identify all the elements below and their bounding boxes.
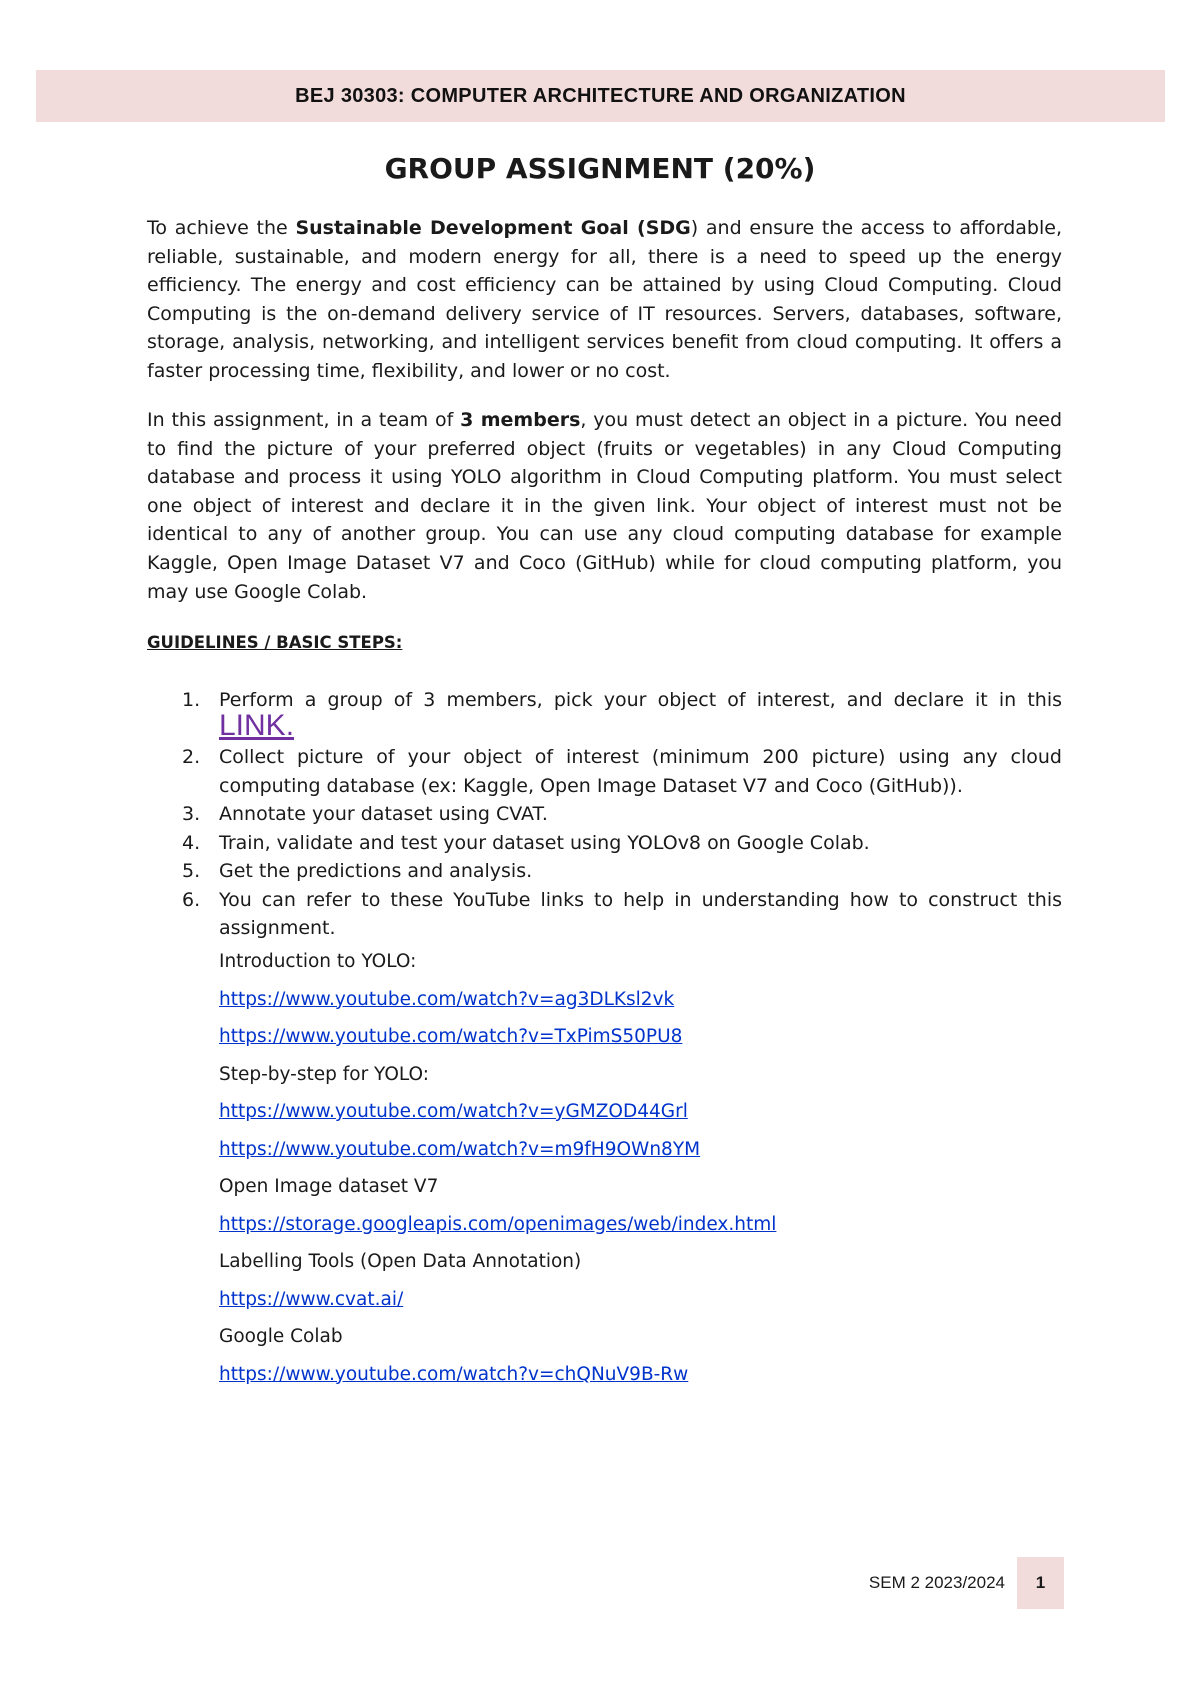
step-yolo-link-2[interactable]: https://www.youtube.com/watch?v=m9fH9OWn8YM [219, 1138, 701, 1160]
guidelines-heading: GUIDELINES / BASIC STEPS: [147, 633, 403, 652]
intro-section [147, 214, 1062, 386]
sdg-bold-text: Sustainable Development Goal (SDG [295, 217, 691, 239]
intro-text-start: To achieve the [147, 217, 296, 239]
step-text: Train, validate and test your dataset using YOLOv8 on Google Colab. [219, 831, 870, 854]
step-text: Perform a group of 3 members, pick your object of interest, and declare it in this [219, 689, 1062, 711]
step-text: Get the predictions and analysis. [219, 860, 533, 882]
steps-list [147, 686, 1062, 943]
step-number: 6. [182, 888, 201, 911]
assignment-text-start: In this assignment, in a team of [147, 409, 461, 431]
course-header-band [36, 70, 1165, 122]
cvat-link[interactable]: https://www.cvat.ai/ [219, 1288, 404, 1310]
page-number: 1 [1017, 1557, 1064, 1609]
assignment-section [147, 406, 1062, 606]
labelling-tools-label: Labelling Tools (Open Data Annotation) [219, 1251, 582, 1272]
step-item [147, 829, 1062, 858]
step-item [147, 857, 1062, 886]
declare-link[interactable]: LINK. [219, 708, 295, 742]
page-footer [869, 1557, 1064, 1609]
course-title: BEJ 30303: COMPUTER ARCHITECTURE AND ORGANIZATION [295, 84, 906, 107]
step-number: 3. [182, 803, 201, 825]
intro-yolo-label: Introduction to YOLO: [219, 951, 417, 972]
intro-text-rest: ) and ensure the access to affordable, reliable, sustainable, and modern energy for all, there is a need to speed up the energy efficiency. The energy and cost efficiency can be attained by using Cloud Computing. Cloud Computing is the on-demand delivery service of IT resources. Servers, databases, software, storage, analysis, networking, and intelligent services benefit from cloud computing. It offers a faster processing time, flexibility, and lower or no cost. [147, 217, 1062, 382]
assignment-paragraph [147, 406, 1062, 606]
google-colab-label: Google Colab [219, 1326, 343, 1347]
step-item [147, 886, 1062, 943]
step-yolo-link-1[interactable]: https://www.youtube.com/watch?v=yGMZOD44Grl [219, 1101, 688, 1122]
assignment-text-rest: , you must detect an object in a picture. You need to find the picture of your preferred object (fruits or vegetables) in any Cloud Computing database and process it using YOLO algorithm in Cloud Computing platform. You must select one object of interest and declare it in the given link. Your object of interest must not be identical to any of another group. You can use any cloud computing database for example Kaggle, Open Image Dataset V7 and Coco (GitHub) while for cloud computing platform, you may use Google Colab. [147, 409, 1063, 603]
team-size-bold-text: 3 members [460, 409, 581, 431]
intro-paragraph [147, 214, 1062, 386]
google-colab-link[interactable]: https://www.youtube.com/watch?v=chQNuV9B-Rw [219, 1363, 689, 1385]
semester-label: SEM 2 2023/2024 [868, 1573, 1005, 1592]
step-yolo-label: Step-by-step for YOLO: [219, 1063, 430, 1085]
step-number: 4. [182, 831, 201, 854]
step-number: 1. [182, 689, 201, 711]
open-image-link[interactable]: https://storage.googleapis.com/openimages/web/index.html [219, 1213, 777, 1235]
step-text: Annotate your dataset using CVAT. [219, 803, 548, 825]
step-item [147, 800, 1062, 829]
step-item [147, 743, 1062, 800]
step-number: 2. [182, 746, 201, 768]
step-item [147, 686, 1062, 743]
step-text: You can refer to these YouTube links to help in understanding how to construct this assignment. [219, 888, 1062, 939]
intro-yolo-link-2[interactable]: https://www.youtube.com/watch?v=TxPimS50PU8 [219, 1026, 683, 1047]
intro-yolo-link-1[interactable]: https://www.youtube.com/watch?v=ag3DLKsl2vk [219, 988, 675, 1010]
open-image-label: Open Image dataset V7 [219, 1176, 439, 1197]
page-title: GROUP ASSIGNMENT (20%) [384, 152, 816, 185]
step-text: Collect picture of your object of interest (minimum 200 picture) using any cloud computing database (ex: Kaggle, Open Image Dataset V7 and Coco (GitHub)). [219, 746, 1062, 797]
step-number: 5. [182, 860, 201, 882]
resources-list [219, 943, 1039, 1393]
